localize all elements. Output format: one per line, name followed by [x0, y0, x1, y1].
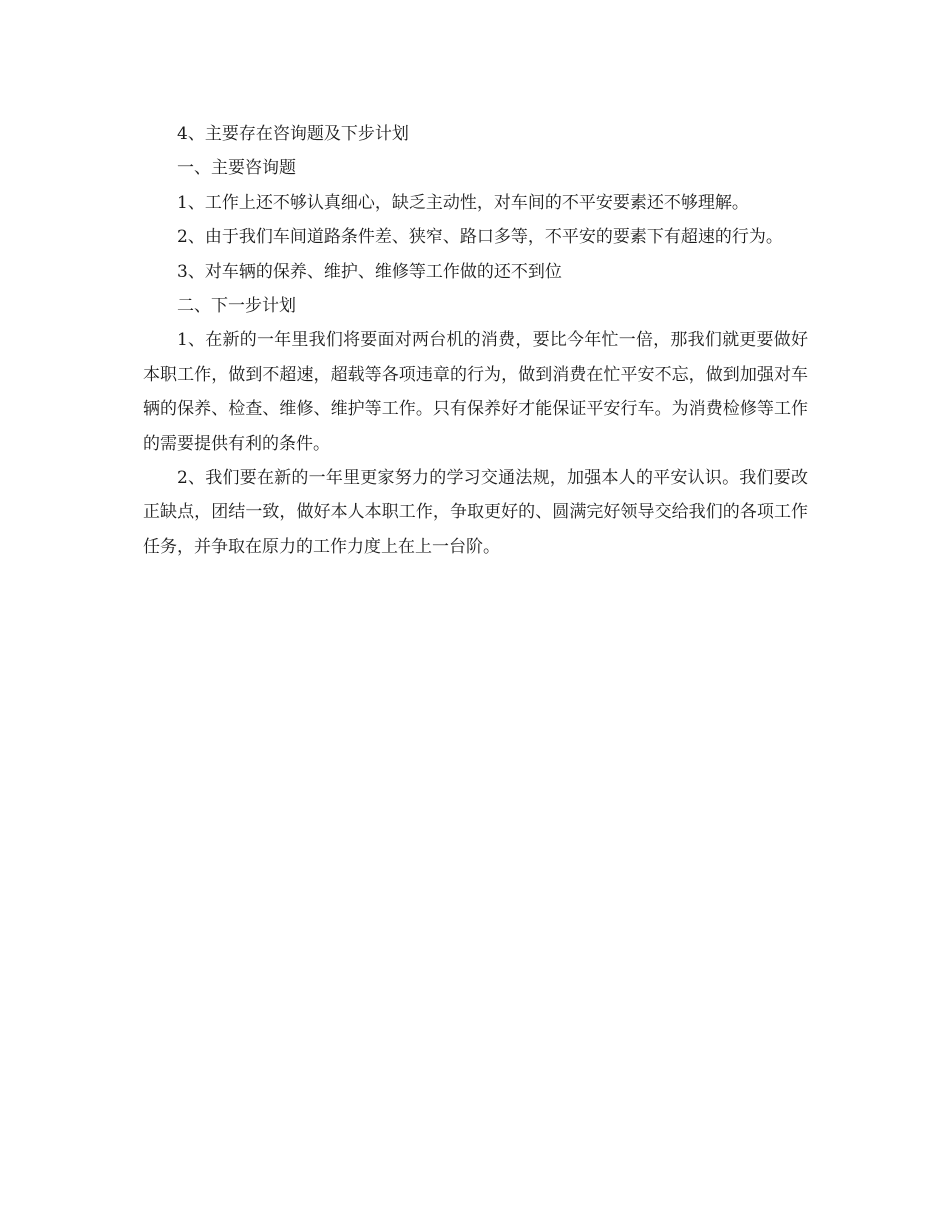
plan-item-1: 1、在新的一年里我们将要面对两台机的消费，要比今年忙一倍，那我们就更要做好本职工作，做到不超速，超载等各项违章的行为，做到消费在忙平安不忘，做到加强对车辆的保养、检查、维修、维护等工作。只有保养好才能保证平安行车。为消费检修等工作的需要提供有利的条件。	[143, 330, 808, 454]
subheading-main-issues: 一、主要咨询题	[177, 158, 296, 179]
section-heading-issues-and-plan: 4、主要存在咨询题及下步计划	[177, 124, 409, 144]
plan-item-2: 2、我们要在新的一年里更家努力的学习交通法规，加强本人的平安认识。我们要改正缺点，团结一致，做好本人本职工作，争取更好的、圆满完好领导交给我们的各项工作任务，并争取在原力的工作力度上在上一台阶。	[143, 468, 808, 557]
issue-item-3: 3、对车辆的保养、维护、维修等工作做的还不到位	[177, 261, 562, 282]
issue-item-2: 2、由于我们车间道路条件差、狭窄、路口多等，不平安的要素下有超速的行为。	[177, 227, 783, 248]
subheading-next-plan: 二、下一步计划	[177, 296, 296, 317]
document-body	[143, 117, 808, 564]
issue-item-1: 1、工作上还不够认真细心，缺乏主动性，对车间的不平安要素还不够理解。	[177, 192, 749, 213]
